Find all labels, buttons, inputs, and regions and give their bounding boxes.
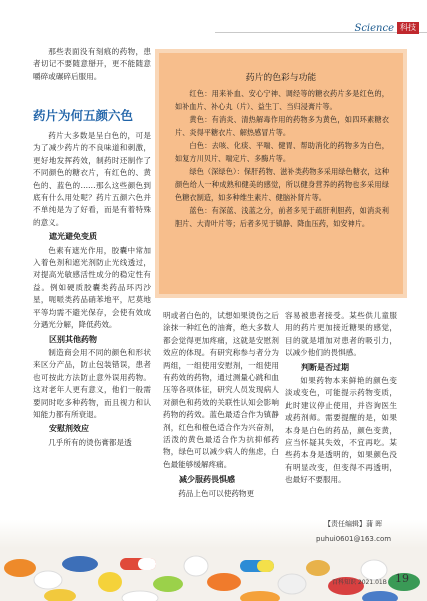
paragraph: 如果药物本来鲜艳的颜色变淡或变色，可能提示药物变质，此时建议停止使用，并咨询医生或药剂师。需要提醒的是，如果本身是白色的药品，颜色变黄，应当怀疑其失效，不宜再吃。某些药本身是透明的，如果颜色没有明显改变，但变得不再透明，也最好不要服用。 [285, 376, 397, 485]
paragraph: 药品上色可以使药物更 [178, 488, 255, 498]
paragraph: 几乎所有的烫伤膏都是透 [48, 437, 132, 447]
section-brand [354, 22, 419, 34]
paragraph: 容易被患者接受。某些供儿童服用的药片更加接近糖果的感觉，目的就是增加对患者的吸引力，以减少他们的畏惧感。 [285, 311, 397, 358]
box-title: 药片的色彩与功能 [245, 73, 317, 83]
subheading: 区别其他药物 [49, 334, 97, 344]
subheading: 安慰剂效应 [49, 424, 89, 434]
section-tag: 科技 [397, 22, 419, 34]
right-column [285, 310, 397, 487]
editor-credit: 【责任编辑】蒲 晖 [324, 520, 383, 528]
intro-paragraph: 那些表面没有刻痕的药物，患者切记不要随意掰开，更不能随意嚼碎或碾碎后服用。 [33, 47, 151, 81]
box-item-green: 绿色（深绿色）：保肝药物、滋补类药物多采用绿色糖衣，这种颜色给人一种成熟和健美的感觉，所以健身营养的药物也多采用绿色糖衣制造，如多种维生素片、健脑补肾片等。 [175, 167, 389, 202]
box-item-yellow: 黄色：有消炎、清热解毒作用的药物多为黄色，如四环素糖衣片、炎得平糖衣片、解热感冒片等。 [175, 115, 389, 137]
pills-illustration [0, 520, 427, 601]
page-number: 19 [395, 572, 409, 585]
brand-label: Science [354, 22, 394, 34]
box-item-red: 红色：用来补血、安心宁神、调经等的糖衣药片多是红色的，如补血片、补心丸（片）、益生丁、当归浸膏片等。 [175, 89, 389, 111]
left-column [33, 130, 151, 449]
paragraph: 明或者白色的，试想如果烫伤之后涂抹一种红色的油膏，绝大多数人都会觉得更加疼痛，这就是安慰剂效应的体现。有研究称参与者分为两组，一组使用安慰剂，一组使用有药效的药物，通过测量心跳和血压等各项体征，研究人员发现病人对颜色和药效的关联性认知会影响药物的药效。蓝色最适合作为镇静剂，红色和橙色适合作为兴奋剂，活泼的黄色最适合作为抗抑郁药物，绿色可以减少病人的焦虑，白色最能够缓解疼痛。 [163, 311, 279, 469]
paragraph: 色素有遮光作用，胶囊中常加入着色剂和遮光剂防止光线透过，对提高光敏感活性成分的稳定性有益。例如硬质胶囊类药品环丙沙星，呃哌类药品硝苯地平，尼莫地平等均需不避光保存，会使有效成分遇光分解，降低药效。 [33, 245, 151, 330]
article-title: 药片为何五颜六色 [33, 108, 134, 123]
middle-column [163, 310, 279, 500]
box-body [175, 87, 389, 230]
journal-label: 百科知识 2021.01B [332, 579, 387, 586]
box-item-blue: 蓝色：有深蓝、浅蓝之分，前者多见于疏肝利胆药，如消炎利胆片、大青叶片等；后者多见于镇静、降血压药，如安神片。 [175, 206, 389, 228]
pills-image [0, 520, 427, 601]
subheading: 判断是否过期 [301, 362, 349, 372]
info-box [159, 53, 403, 294]
paragraph: 制造商会用不同的颜色和形状来区分产品，防止包装错误，患者也可按此方法防止意外误用药物。这对老年人更有意义，他们一般需要同时吃多种药物，而且视力和认知能力都有所衰退。 [33, 347, 151, 419]
left-intro [33, 46, 151, 83]
editor-email: puhui0601@163.com [316, 535, 392, 543]
box-item-white: 白色：去咳、化痰、平喘、健胃、帮助消化的药物多为白色，如复方川贝片、喘定片、多酶片等。 [175, 141, 389, 163]
paragraph: 药片大多数是呈白色的，可是为了减少药片的不良味道和刺激，更好地发挥药效，制药时还制作了不同颜色的糖衣片，有红色的、黄色的、蓝色的……那么这些颜色到底有什么用处呢？药片五颜六色并不单纯是为了好看，而是有着特殊的意义。 [33, 131, 151, 227]
subheading: 遮光避免变质 [49, 232, 97, 242]
subheading: 减少服药畏惧感 [179, 475, 235, 485]
